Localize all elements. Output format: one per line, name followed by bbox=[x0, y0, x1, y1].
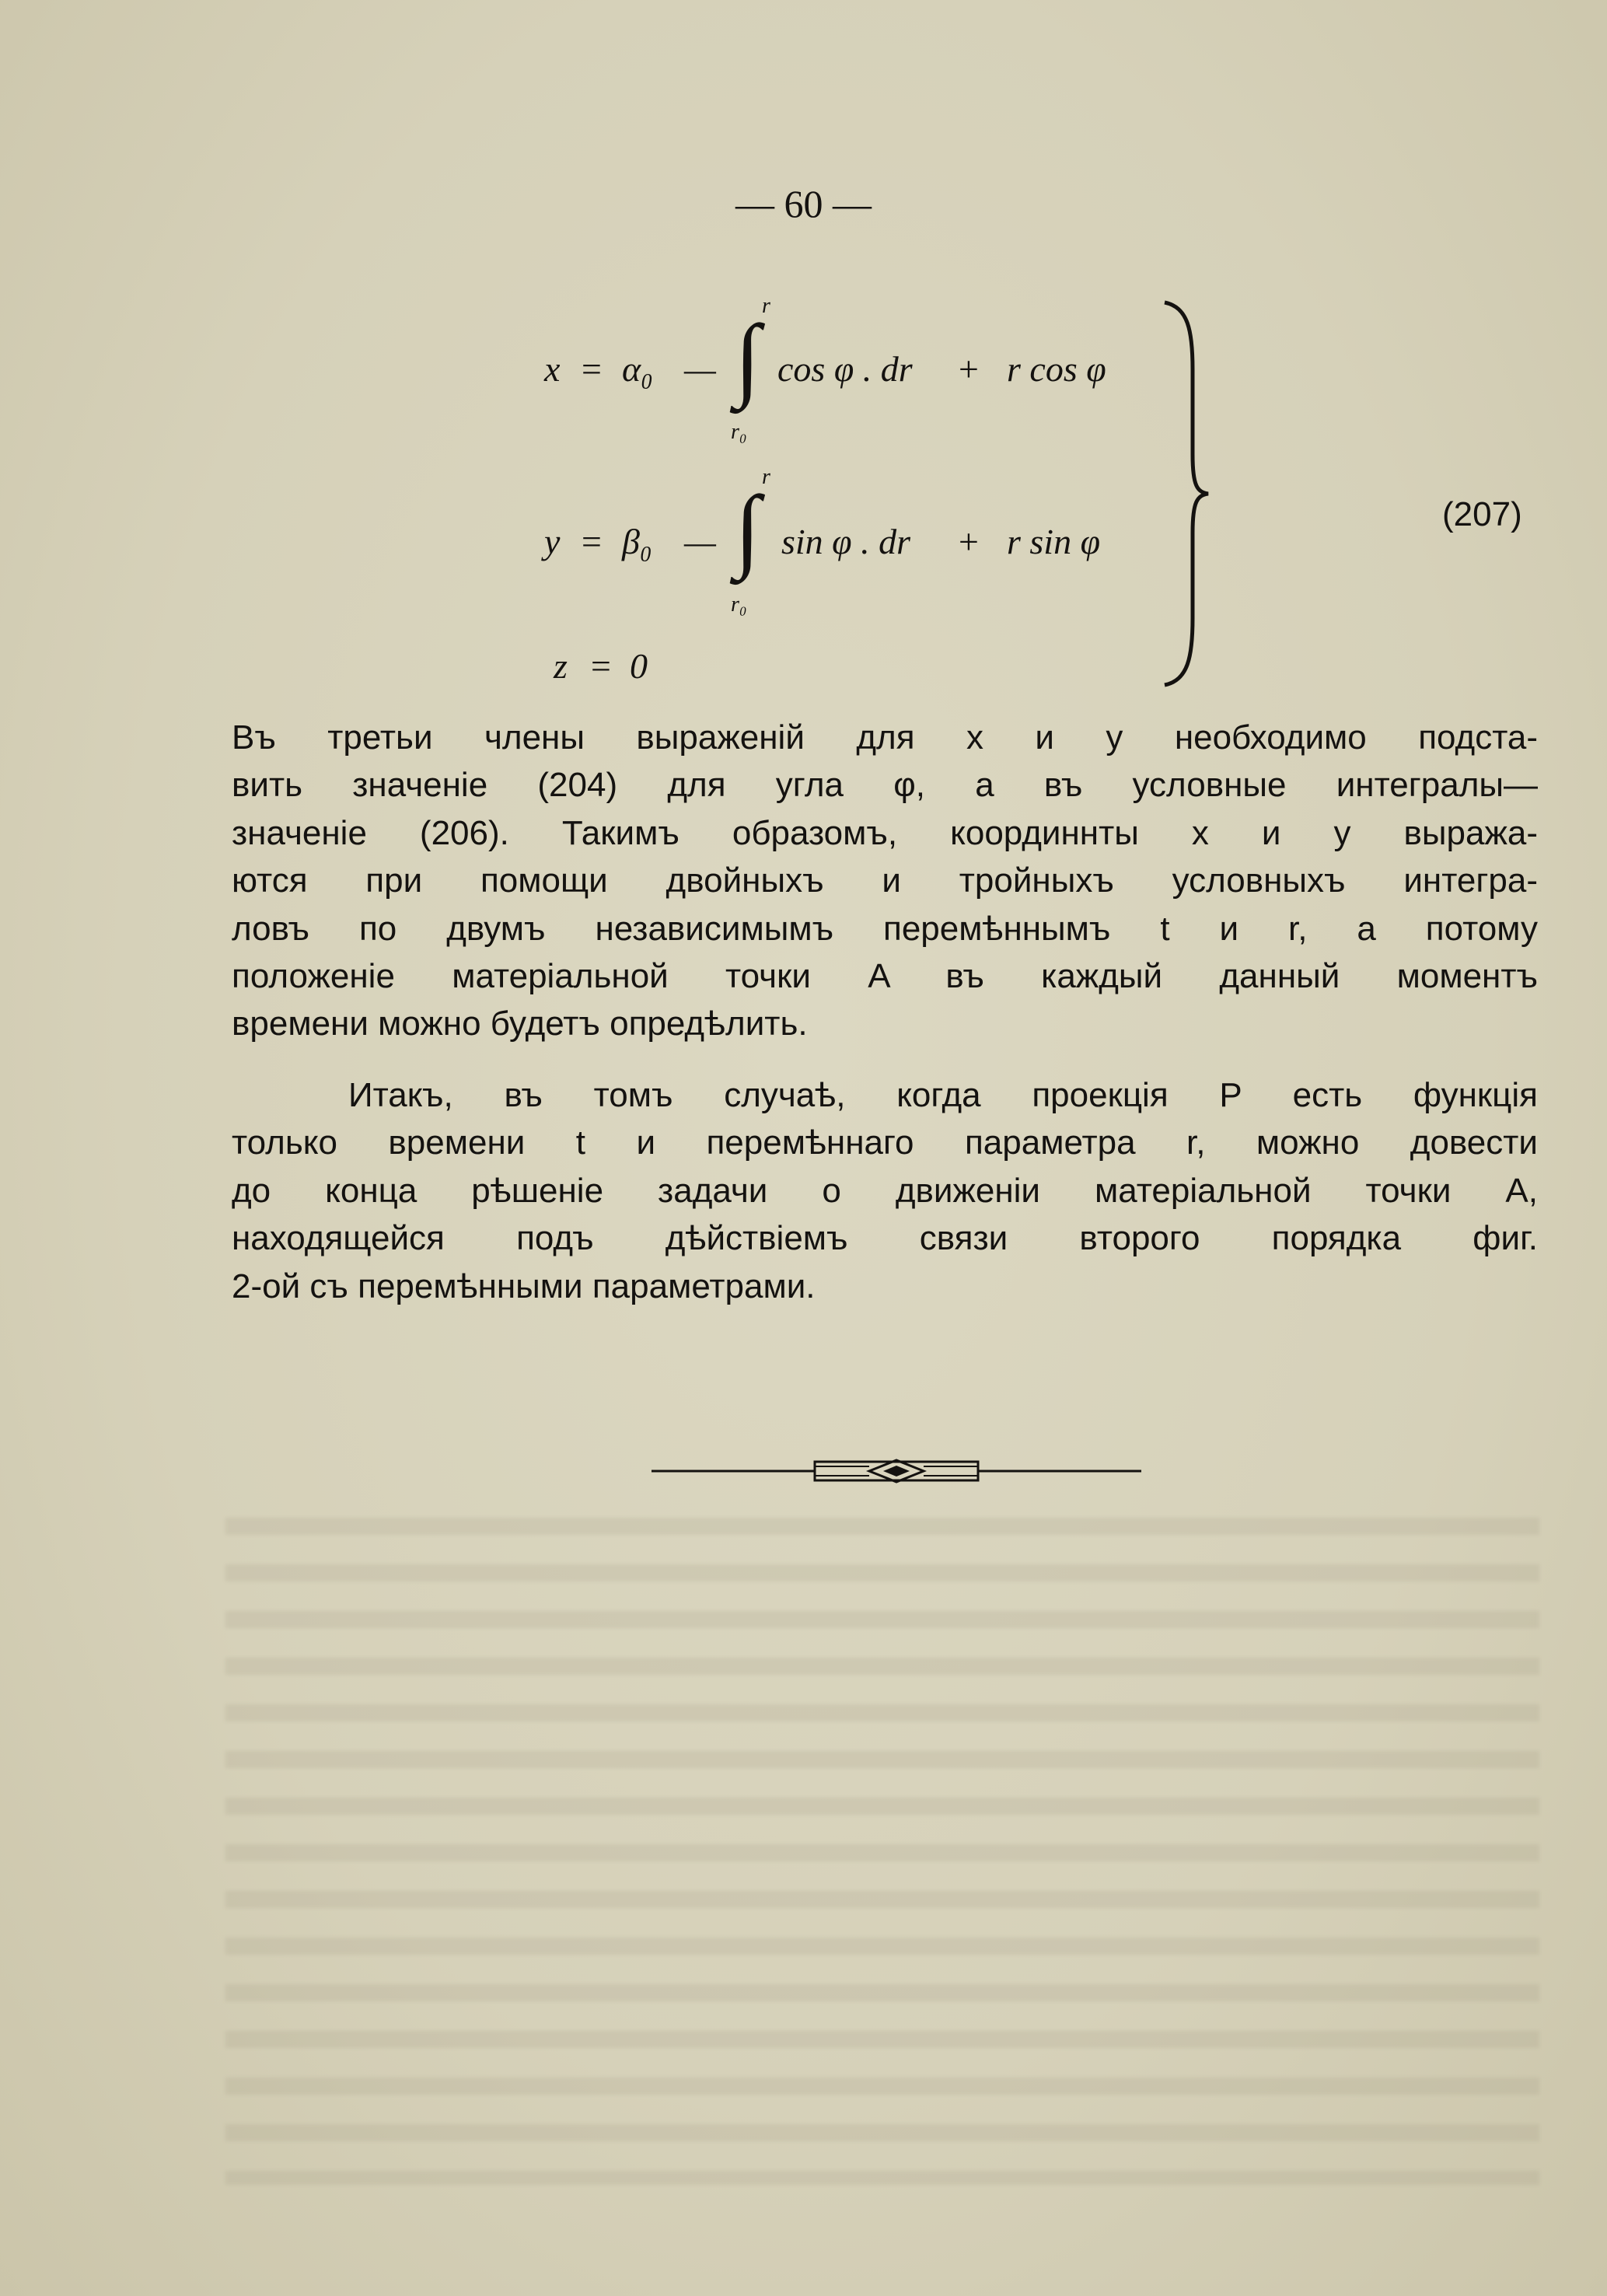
tail-y: r sin φ bbox=[1007, 522, 1101, 561]
text-line: 2-ой съ перемѣнными параметрами. bbox=[232, 1267, 816, 1305]
text-line: времени можно будетъ опредѣлить. bbox=[232, 1005, 808, 1043]
text-line: находящейся подъ дѣйствіемъ связи второго порядка фиг. bbox=[232, 1219, 1538, 1258]
integral-lower-limit: r₀ bbox=[731, 592, 747, 617]
text-line: Въ третьи члены выраженій для x и y необходимо подста- bbox=[232, 718, 1538, 757]
paragraph-1 bbox=[232, 714, 1538, 1048]
text-line: вить значеніе (204) для угла φ, а въ условные интегралы— bbox=[232, 766, 1538, 805]
paragraph-2 bbox=[232, 1071, 1538, 1310]
page-number: — 60 — bbox=[735, 182, 872, 225]
const-beta: β₀ bbox=[622, 522, 652, 561]
eq-sign: = bbox=[589, 646, 613, 686]
text-line: положеніе матеріальной точки A въ каждый данный моментъ bbox=[232, 957, 1538, 996]
minus-sign: — bbox=[684, 349, 716, 389]
integral-symbol-icon: ∫ bbox=[735, 306, 760, 409]
text-line: значеніе (206). Такимъ образомъ, координнты x и y выража- bbox=[232, 813, 1538, 852]
eq-sign: = bbox=[579, 349, 604, 389]
text-line: ются при помощи двойныхъ и тройныхъ условныхъ интегра- bbox=[232, 861, 1538, 900]
eq-sign: = bbox=[579, 522, 604, 561]
lhs-z: z bbox=[554, 646, 568, 686]
bleed-through-text bbox=[225, 1501, 1539, 2185]
integrand-x: cos φ . dr bbox=[777, 349, 913, 389]
integral-lower-limit: r₀ bbox=[731, 420, 747, 444]
tail-x: r cos φ bbox=[1007, 349, 1106, 389]
equation-number: (207) bbox=[1442, 495, 1522, 533]
integrand-y: sin φ . dr bbox=[781, 522, 911, 561]
text-line: до конца рѣшеніе задачи о движеніи матеріальной точки A, bbox=[232, 1171, 1538, 1210]
minus-sign: — bbox=[684, 522, 716, 561]
z-value: 0 bbox=[630, 646, 648, 686]
text-line: ловъ по двумъ независимымъ перемѣннымъ t и r, а потому bbox=[232, 909, 1538, 948]
decorative-rule-icon bbox=[652, 1456, 1149, 1487]
right-brace-icon bbox=[1158, 299, 1213, 688]
integral-upper-limit: r bbox=[762, 465, 770, 489]
const-alpha: α₀ bbox=[622, 349, 654, 389]
integral-symbol-icon: ∫ bbox=[735, 477, 760, 580]
plus-sign: + bbox=[956, 522, 981, 561]
lhs-x: x bbox=[544, 349, 561, 389]
lhs-y: y bbox=[544, 522, 561, 561]
integral-upper-limit: r bbox=[762, 294, 770, 318]
plus-sign: + bbox=[956, 349, 981, 389]
text-line: только времени t и перемѣннаго параметра r, можно довести bbox=[232, 1124, 1538, 1162]
text-line: Итакъ, въ томъ случаѣ, когда проекція P есть функція bbox=[348, 1076, 1538, 1114]
